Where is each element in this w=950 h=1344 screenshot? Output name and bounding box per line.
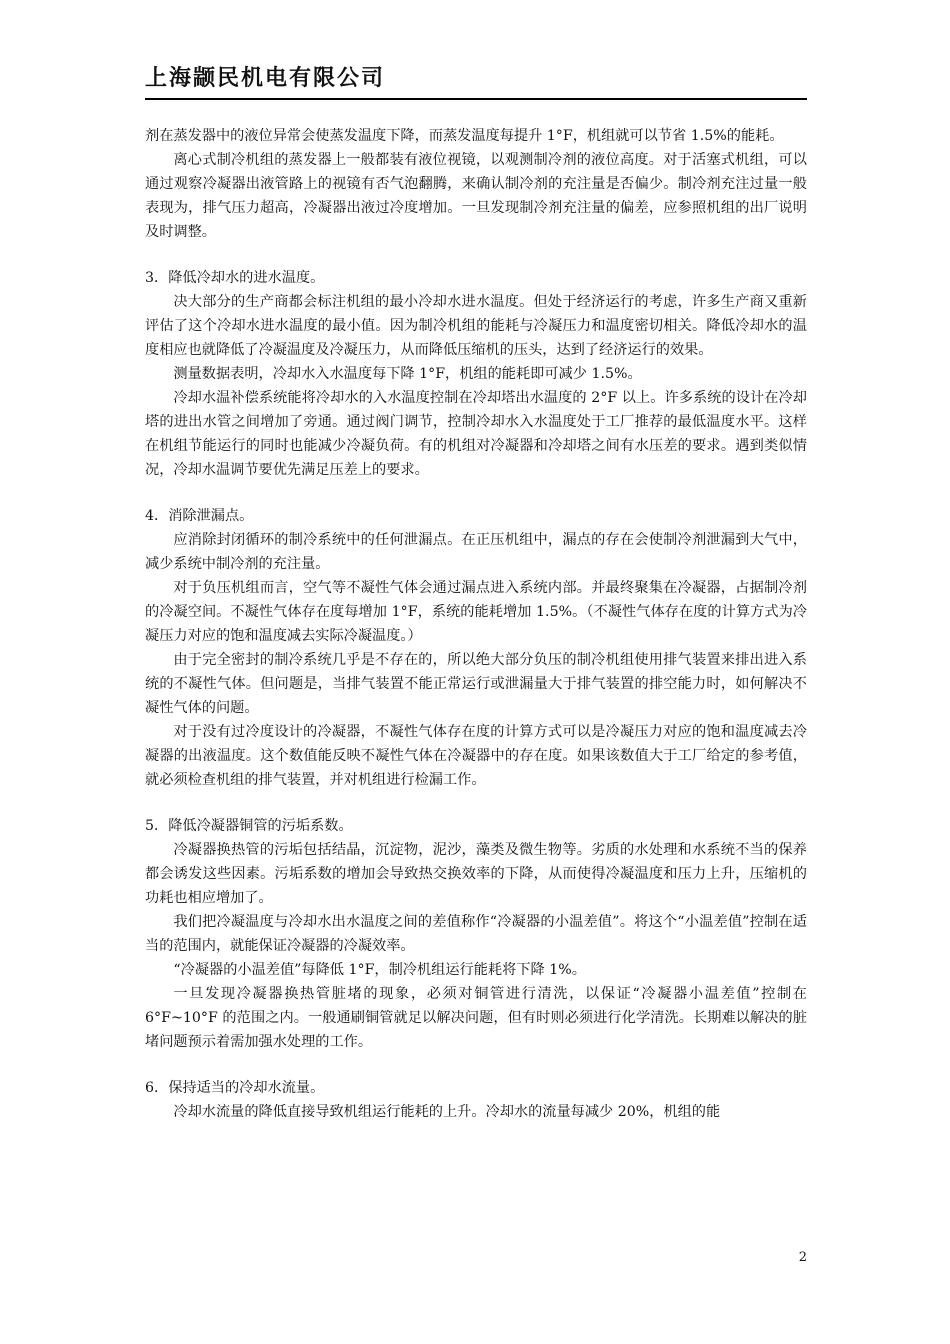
- paragraph-evaporator-level: 剂在蒸发器中的液位异常会使蒸发温度下降，而蒸发温度每提升 1°F，机组就可以节省 1.5%的能耗。: [145, 128, 784, 144]
- paragraph-tube-cleaning: 一旦发现冷凝器换热管脏堵的现象，必须对铜管进行清洗，以保证“冷凝器小温差值”控制在 6°F~10°F 的范围之内。一般通刷铜管就足以解决问题，但有时则必须进行化学清洗。长期难以解决的脏堵问题预示着需加强水处理的工作。: [145, 986, 807, 1050]
- page-header: [145, 62, 807, 100]
- paragraph-temp-compensation: 冷却水温补偿系统能将冷却水的入水温度控制在冷却塔出水温度的 2°F 以上。许多系统的设计在冷却塔的进出水管之间增加了旁通。通过阀门调节，控制冷却水入水温度处于工厂推荐的最低温度水平。这样在机组节能运行的同时也能减少冷凝负荷。有的机组对冷凝器和冷却塔之间有水压差的要求。遇到类似情况，冷却水温调节要优先满足压差上的要求。: [145, 390, 807, 478]
- paragraph-noncondensables: 对于没有过冷度设计的冷凝器，不凝性气体存在度的计算方式可以是冷凝压力对应的饱和温度减去冷凝器的出液温度。这个数值能反映不凝性气体在冷凝器中的存在度。如果该数值大于工厂给定的参考值，就必须检查机组的排气装置，并对机组进行检漏工作。: [145, 724, 807, 788]
- paragraph-cooling-water-flow: 冷却水流量的降低直接导致机组运行能耗的上升。冷却水的流量每减少 20%，机组的能: [173, 1104, 721, 1120]
- paragraph-cooling-water-min-temp: 决大部分的生产商都会标注机组的最小冷却水进水温度。但处于经济运行的考虑，许多生产商又重新评估了这个冷却水进水温度的最小值。因为制冷机组的能耗与冷凝压力和温度密切相关。降低冷却水的温度相应也就降低了冷凝温度及冷凝压力，从而降低压缩机的压头，达到了经济运行的效果。: [145, 294, 807, 358]
- paragraph-approach-savings: “冷凝器的小温差值”每降低 1°F，制冷机组运行能耗将下降 1%。: [173, 962, 586, 978]
- page-number: 2: [798, 1250, 807, 1265]
- section-heading-4: 4．消除泄漏点。: [145, 508, 254, 524]
- paragraph-sight-glass: 离心式制冷机组的蒸发器上一般都装有液位视镜，以观测制冷剂的液位高度。对于活塞式机组，可以通过观察冷凝器出液管路上的视镜有否气泡翻腾，来确认制冷剂的充注量是否偏少。制冷剂充注过量一般表现为，排气压力超高，冷凝器出液过冷度增加。一旦发现制冷剂充注量的偏差，应参照机组的出厂说明及时调整。: [145, 152, 807, 240]
- paragraph-negative-pressure: 对于负压机组而言，空气等不凝性气体会通过漏点进入系统内部。并最终聚集在冷凝器，占据制冷剂的冷凝空间。不凝性气体存在度每增加 1°F，系统的能耗增加 1.5%。（不凝性气体存在度的计算方式为冷凝压力对应的饱和温度减去实际冷凝温度。）: [145, 580, 807, 644]
- company-name: 上海颛民机电有限公司: [145, 66, 386, 91]
- paragraph-leak-points: 应消除封闭循环的制冷系统中的任何泄漏点。在正压机组中，漏点的存在会使制冷剂泄漏到大气中，减少系统中制冷剂的充注量。: [145, 532, 807, 572]
- document-body: [145, 124, 807, 1124]
- paragraph-purge-unit: 由于完全密封的制冷系统几乎是不存在的，所以绝大部分负压的制冷机组使用排气装置来排出进入系统的不凝性气体。但问题是，当排气装置不能正常运行或泄漏量大于排气装置的排空能力时，如何解决不凝性气体的问题。: [145, 652, 807, 716]
- paragraph-fouling: 冷凝器换热管的污垢包括结晶，沉淀物，泥沙，藻类及微生物等。劣质的水处理和水系统不当的保养都会诱发这些因素。污垢系数的增加会导致热交换效率的下降，从而使得冷凝温度和压力上升，压缩机的功耗也相应增加了。: [145, 842, 807, 906]
- section-heading-3: 3．降低冷却水的进水温度。: [145, 270, 325, 286]
- section-heading-6: 6．保持适当的冷却水流量。: [145, 1080, 325, 1096]
- paragraph-measurement-data: 测量数据表明，冷却水入水温度每下降 1°F，机组的能耗即可减少 1.5%。: [173, 366, 642, 382]
- section-heading-5: 5．降低冷凝器铜管的污垢系数。: [145, 818, 353, 834]
- paragraph-approach-temp: 我们把冷凝温度与冷却水出水温度之间的差值称作“冷凝器的小温差值”。将这个“小温差值”控制在适当的范围内，就能保证冷凝器的冷凝效率。: [145, 914, 807, 954]
